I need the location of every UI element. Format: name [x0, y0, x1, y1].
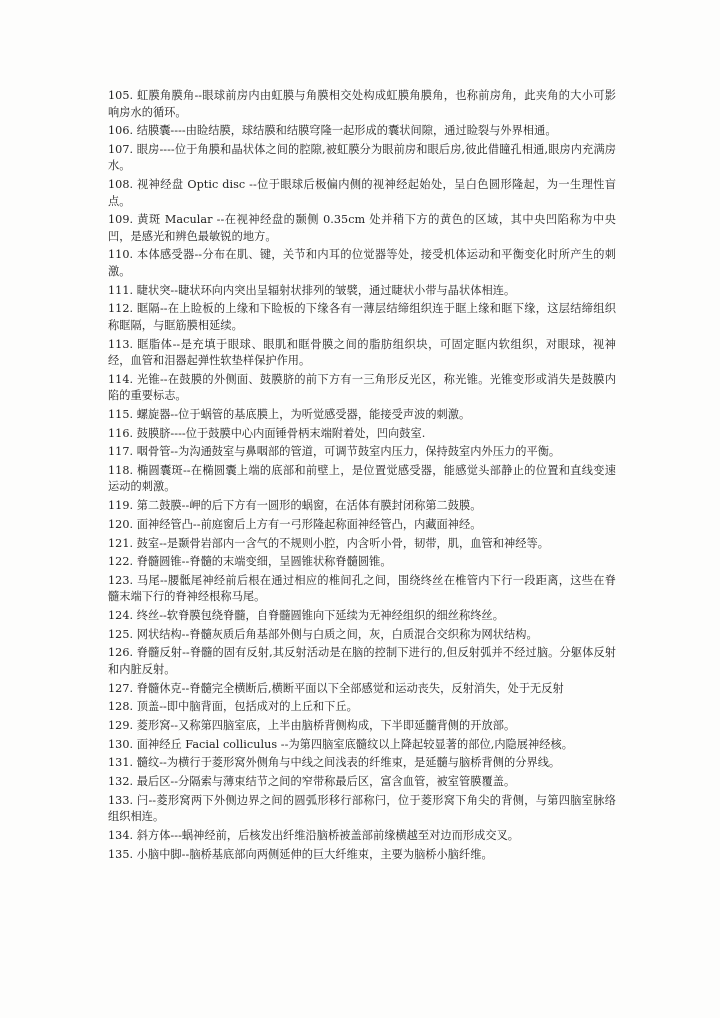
glossary-entry: 121. 鼓室--是颞骨岩部内一含气的不规则小腔，内含听小骨，韧带，肌，血管和神经等。	[108, 536, 549, 550]
glossary-entry: 123. 马尾--腰骶尾神经前后根在通过相应的椎间孔之间，围绕终丝在椎管内下行一段距离，这些在脊髓末端下行的脊神经根称马尾。	[108, 573, 616, 604]
glossary-entry: 108. 视神经盘 Optic disc --位于眼球后极偏内侧的视神经起始处，呈白色圆形隆起，为一生理性盲点。	[108, 178, 616, 208]
glossary-entry: 124. 终丝--软脊膜包绕脊髓，自脊髓圆锥向下延续为无神经组织的细丝称终丝。	[108, 609, 504, 623]
glossary-entry: 118. 椭圆囊斑--在椭圆囊上端的底部和前壁上，是位置觉感受器，能感觉头部静止的位置和直线变速运动的刺激。	[108, 463, 616, 494]
glossary-entry: 116. 鼓膜脐----位于鼓膜中心内面锤骨柄末端附着处，凹向鼓室.	[108, 426, 426, 440]
glossary-entry: 115. 螺旋器--位于蜗管的基底膜上，为听觉感受器，能接受声波的刺激。	[108, 407, 471, 421]
glossary-entry: 113. 眶脂体--是充填于眼球、眼肌和眶骨膜之间的脂肪组织块，可固定眶内软组织，对眼球，视神经，血管和泪器起弹性软垫样保护作用。	[108, 337, 616, 367]
glossary-entry: 109. 黄斑 Macular --在视神经盘的颞侧 0.35cm 处并稍下方的黄色的区域，其中央凹陷称为中央凹，是感光和辨色最敏锐的地方。	[108, 213, 616, 243]
glossary-entry: 122. 脊髓圆锥--脊髓的末端变细，呈圆锥状称脊髓圆锥。	[108, 555, 392, 569]
glossary-entry: 105. 虹膜角膜角--眼球前房内由虹膜与角膜相交处构成虹膜角膜角，也称前房角，此夹角的大小可影响房水的循环。	[108, 89, 616, 119]
glossary-entry: 112. 眶隔--在上睑板的上缘和下睑板的下缘各有一薄层结缔组织连于眶上缘和眶下缘，这层结缔组织称眶隔，与眶筋膜相延续。	[108, 302, 616, 332]
glossary-entry: 119. 第二鼓膜--岬的后下方有一圆形的蜗窗，在活体有膜封闭称第二鼓膜。	[108, 499, 482, 513]
glossary-entry: 129. 菱形窝--又称第四脑室底，上半由脑桥背侧构成，下半即延髓背侧的开放部。	[108, 719, 516, 732]
glossary-entry: 135. 小脑中脚--脑桥基底部向两侧延伸的巨大纤维束，主要为脑桥小脑纤维。	[108, 847, 493, 861]
glossary-entry: 132. 最后区--分隔索与薄束结节之间的窄带称最后区，富含血管，被室管膜覆盖。	[108, 775, 516, 789]
glossary-entry: 133. 闩--菱形窝两下外侧边界之间的圆弧形移行部称闩，位于菱形窝下角尖的背侧，与第四脑室脉络组织相连。	[108, 793, 616, 824]
glossary-entry: 110. 本体感受器--分布在肌、键，关节和内耳的位觉器等处，接受机体运动和平衡变化时所产生的刺激。	[108, 248, 616, 278]
glossary-entry: 106. 结膜囊----由睑结膜，球结膜和结膜穹隆一起形成的囊状间隙，通过睑裂与外界相通。	[108, 124, 557, 138]
glossary-entry: 107. 眼房----位于角膜和晶状体之间的腔隙,被虹膜分为眼前房和眼后房,彼此借瞳孔相通,眼房内充满房水。	[108, 142, 616, 173]
glossary-entry: 117. 咽骨管--为沟通鼓室与鼻咽部的管道，可调节鼓室内压力，保持鼓室内外压力的平衡。	[108, 445, 561, 459]
glossary-entry: 130. 面神经丘 Facial colliculus --为第四脑室底髓纹以上降起较显著的部位,内隐展神经核。	[108, 737, 573, 751]
glossary-entry: 128. 顶盖--即中脑背面，包括成对的上丘和下丘。	[108, 700, 358, 714]
glossary-entry: 114. 光锥--在鼓膜的外侧面、鼓膜脐的前下方有一三角形反光区，称光锥。光锥变形或消失是鼓膜内陷的重要标志。	[108, 372, 616, 403]
glossary-entry: 126. 脊髓反射--脊髓的固有反射,其反射活动是在脑的控制下进行的,但反射弧并不经过脑。分躯体反射和内脏反射。	[108, 646, 616, 676]
glossary-entry: 127. 脊髓休克--脊髓完全横断后,横断平面以下全部感觉和运动丧失，反射消失，处于无反射	[108, 681, 564, 695]
glossary-entry: 134. 斜方体---蜗神经前，后核发出纤维沿脑桥被盖部前缘横越至对边而形成交叉。	[108, 828, 520, 842]
glossary-entry: 125. 网状结构--脊髓灰质后角基部外侧与白质之间，灰，白质混合交织称为网状结构。	[108, 627, 538, 641]
glossary-list	[108, 88, 616, 865]
glossary-entry: 131. 髓纹--为横行于菱形窝外侧角与中线之间浅表的纤维束，是延髓与脑桥背侧的分界线。	[108, 756, 561, 770]
glossary-entry: 120. 面神经管凸--前庭窗后上方有一弓形隆起称面神经管凸，内藏面神经。	[108, 517, 482, 531]
glossary-entry: 111. 睫状突--睫状环向内突出呈辐射状排列的皱襞，通过睫状小带与晶状体相连。	[108, 283, 516, 297]
